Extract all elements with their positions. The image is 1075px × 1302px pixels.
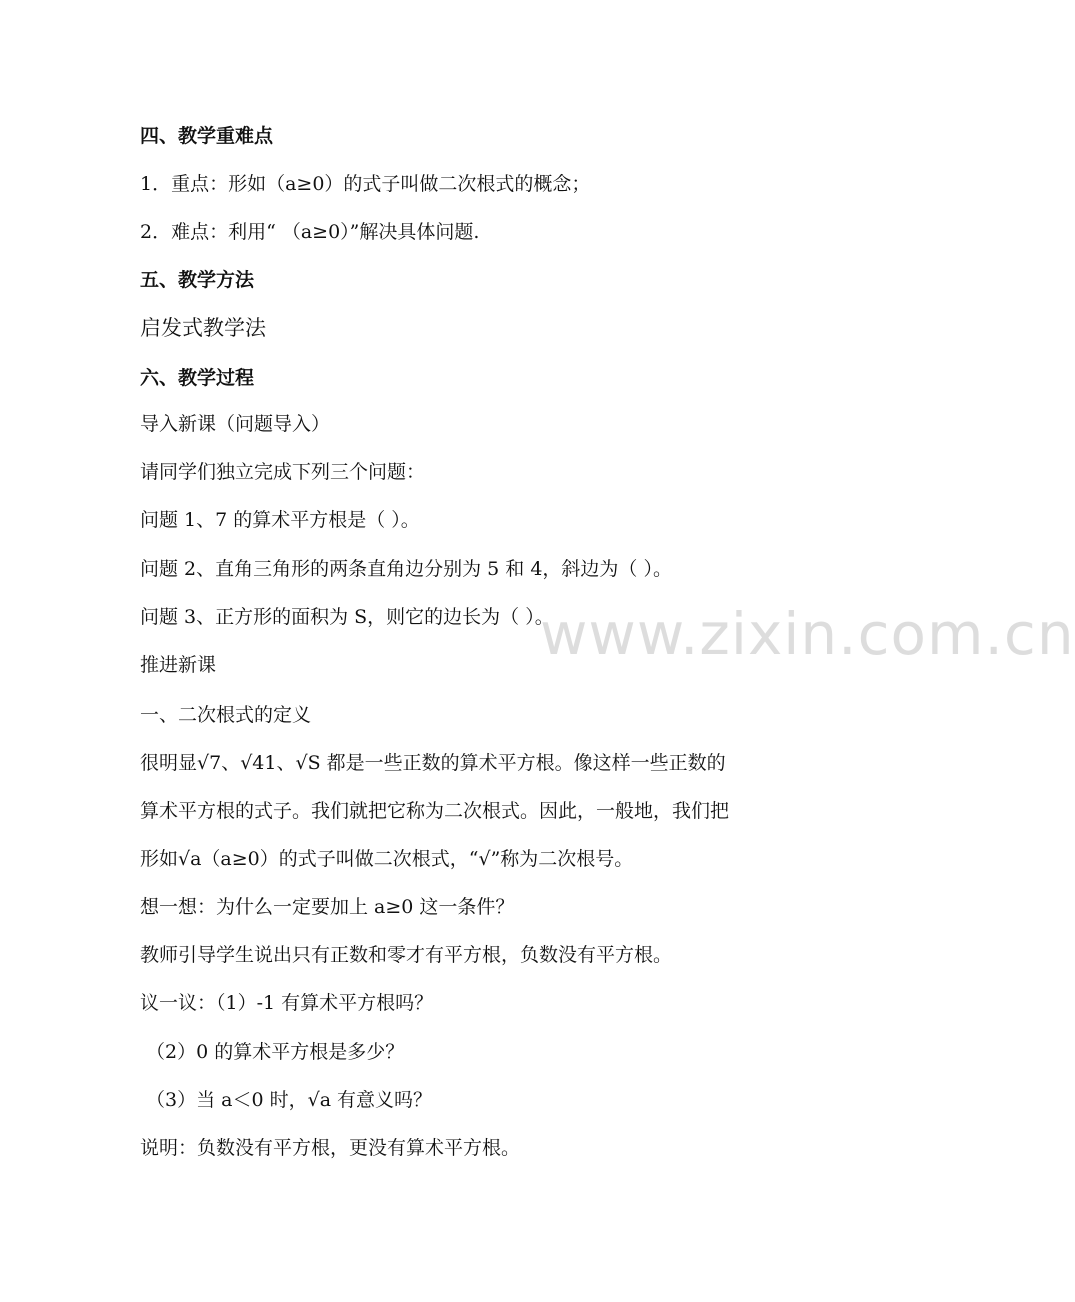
question-3: 问题 3、正方形的面积为 S，则它的边长为（ ）。: [140, 606, 554, 628]
method-text: 启发式教学法: [140, 316, 266, 340]
think-question: 想一想：为什么一定要加上 a≥0 这一条件？: [140, 896, 515, 918]
difficult-point-line: 2．难点：利用“ （a≥0）”解决具体问题.: [140, 221, 480, 243]
intro-title: 导入新课（问题导入）: [140, 413, 331, 435]
intro-instruction: 请同学们独立完成下列三个问题：: [140, 461, 426, 483]
definition-paragraph-line-2: 算术平方根的式子。我们就把它称为二次根式。因此，一般地，我们把: [140, 800, 730, 822]
definition-paragraph-line-1: 很明显√7、√41、√S 都是一些正数的算术平方根。像这样一些正数的: [140, 752, 726, 774]
discussion-item-3: （3）当 a＜0 时，√a 有意义吗？: [146, 1089, 433, 1111]
section-heading-process: 六、教学过程: [140, 367, 255, 389]
teacher-guidance: 教师引导学生说出只有正数和零才有平方根，负数没有平方根。: [140, 944, 673, 966]
discussion-item-2: （2）0 的算术平方根是多少？: [146, 1041, 405, 1063]
new-lesson-title: 推进新课: [140, 654, 217, 676]
section-heading-difficulties: 四、教学重难点: [140, 125, 274, 147]
discussion-item-1: 议一议：（1）-1 有算术平方根吗？: [140, 992, 434, 1014]
explanation-note: 说明：负数没有平方根，更没有算术平方根。: [140, 1137, 521, 1159]
watermark: www.zixin.com.cn: [540, 600, 1075, 668]
question-2: 问题 2、直角三角形的两条直角边分别为 5 和 4，斜边为（ ）。: [140, 558, 672, 580]
definition-paragraph-line-3: 形如√a（a≥0）的式子叫做二次根式，“√”称为二次根号。: [140, 848, 634, 870]
key-point-line: 1．重点：形如（a≥0）的式子叫做二次根式的概念；: [140, 173, 591, 195]
definition-heading: 一、二次根式的定义: [140, 704, 312, 726]
question-1: 问题 1、7 的算术平方根是（ ）。: [140, 509, 420, 531]
section-heading-methods: 五、教学方法: [140, 269, 255, 291]
